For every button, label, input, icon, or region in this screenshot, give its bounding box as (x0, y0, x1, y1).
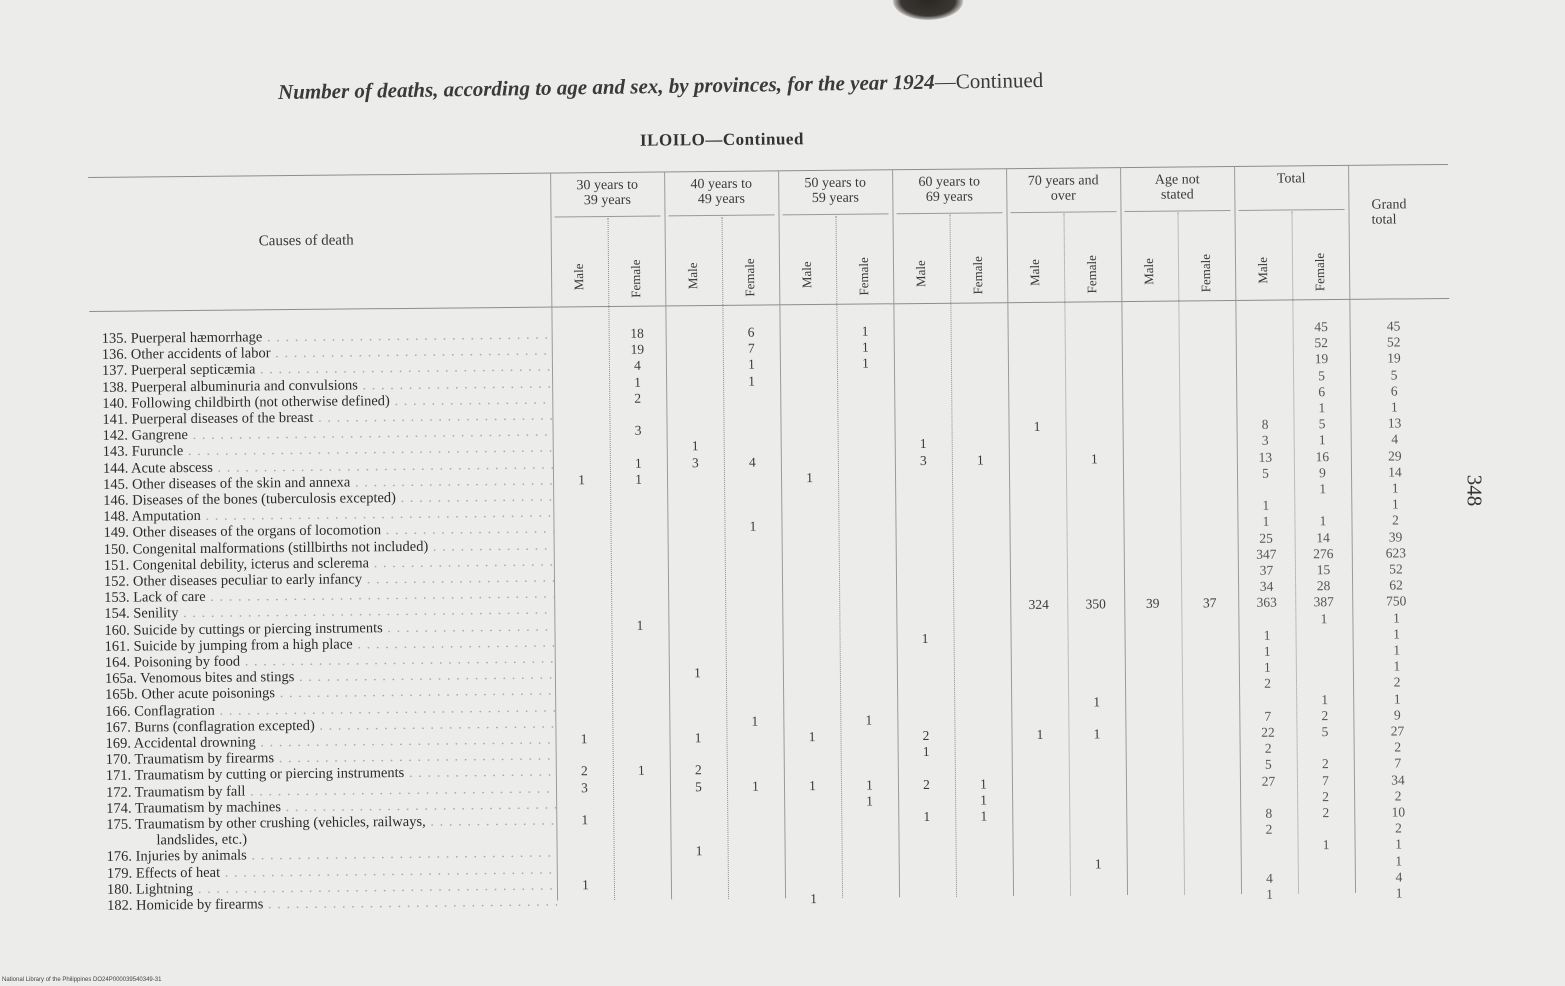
count-cell: 1 (806, 469, 813, 485)
count-cell: 13 (1258, 449, 1273, 465)
count-cell: 5 (1264, 757, 1272, 773)
cause-of-death: 149. Other diseases of the organs of locomotion . . . (103, 521, 553, 541)
count-cell: 1 (1321, 691, 1329, 707)
count-cell: 1 (810, 891, 818, 907)
count-cell: 1 (809, 777, 816, 793)
count-cell: 1 (922, 744, 930, 760)
paper-smudge (893, 0, 963, 20)
count-cell: 5 (1321, 724, 1329, 740)
grand-total-header-line2: total (1371, 212, 1397, 228)
count-cell: 1 (980, 808, 988, 824)
count-cell: 1 (749, 518, 757, 535)
age-group-label-line1: 70 years and (1027, 173, 1099, 189)
count-cell: 3 (634, 422, 642, 438)
cause-of-death: 152. Other diseases peculiar to early infancy . . . (104, 570, 554, 590)
count-cell: 3 (919, 452, 927, 468)
cause-of-death: 148. Amputation . . . (103, 505, 553, 525)
grand-total-cell: 45 (1386, 318, 1401, 334)
count-cell (1077, 726, 1117, 742)
count-cell: 1 (1263, 627, 1271, 643)
grand-total-cell: 1 (1393, 658, 1401, 674)
count-cell: 324 (1028, 597, 1049, 613)
count-cell: 1 (976, 452, 984, 468)
age-group-header (1234, 171, 1348, 187)
cause-of-death: 150. Congenital malformations (stillbirths not included) . . . (104, 537, 554, 557)
count-cell: 1 (1320, 610, 1328, 626)
cause-of-death: 135. Puerperal hæmorrhage . . . (102, 327, 552, 347)
count-cell: 1 (1033, 419, 1041, 435)
count-cell: 1 (866, 793, 874, 809)
count-cell: 1 (1319, 481, 1327, 497)
cause-of-death: 170. Traumatism by firearms . . . (106, 748, 556, 768)
age-group-label-line1: 50 years to (804, 175, 866, 192)
count-cell: 2 (1264, 740, 1272, 756)
page-title (278, 65, 1218, 105)
count-cell: 1 (1263, 643, 1271, 659)
cause-of-death: 175. Traumatism by other crushing (vehicles, railways, . . . (106, 813, 556, 833)
count-cell: 3 (1261, 433, 1269, 449)
female-column-header: Female (1311, 252, 1328, 292)
age-group-header (1006, 173, 1120, 204)
grand-total-cell: 1 (1391, 480, 1399, 496)
age-group-label-line2: 59 years (811, 190, 859, 207)
age-group-label-line2: 49 years (697, 191, 745, 208)
count-cell: 1 (919, 436, 927, 452)
count-cell: 28 (1316, 578, 1331, 594)
female-column-header: Female (627, 259, 644, 298)
count-cell: 1 (1318, 432, 1326, 448)
grand-total-cell: 2 (1393, 674, 1401, 690)
count-cell: 1 (1093, 693, 1101, 709)
count-cell: 1 (1266, 886, 1274, 902)
grand-total-cell: 4 (1395, 869, 1403, 885)
count-cell: 2 (1321, 707, 1329, 723)
count-cell: 2 (922, 727, 930, 744)
title-suffix: —Continued (934, 67, 1044, 94)
grand-total-cell: 2 (1392, 512, 1399, 528)
cause-of-death: 179. Effects of heat . . . (107, 861, 557, 881)
count-cell: 45 (1314, 319, 1328, 335)
count-cell: 18 (630, 325, 644, 341)
count-cell: 5 (1318, 367, 1326, 383)
grand-total-cell: 6 (1390, 383, 1398, 399)
cause-of-death: 164. Poisoning by food . . . (105, 651, 555, 671)
age-group-label-line1: Total (1276, 171, 1306, 187)
grand-total-header (1371, 197, 1406, 227)
age-group-header (1120, 172, 1234, 203)
count-cell: 2 (1322, 805, 1330, 821)
count-cell: 2 (580, 763, 588, 779)
grand-total-cell: 1 (1390, 399, 1398, 415)
male-column-header: Male (798, 261, 815, 289)
count-cell (1020, 727, 1060, 743)
age-group-label-line2: over (1050, 188, 1076, 204)
count-cell: 1 (1036, 726, 1044, 742)
count-cell: 1 (747, 356, 755, 373)
count-cell: 1 (1094, 855, 1102, 871)
count-cell: 22 (1261, 724, 1275, 740)
causes-header: Causes of death (258, 232, 354, 250)
cause-of-death: 172. Traumatism by fall . . . (106, 780, 556, 800)
count-cell: 5 (695, 778, 702, 794)
count-cell: 350 (1085, 596, 1106, 612)
count-cell: 1 (1318, 400, 1326, 416)
male-column-header: Male (1254, 256, 1271, 284)
count-cell: 1 (1263, 659, 1271, 675)
count-cell: 5 (1318, 416, 1326, 432)
age-group-label-line1: 40 years to (690, 176, 753, 193)
cause-of-death: 171. Traumatism by cutting or piercing instruments . . . (106, 764, 556, 784)
grand-total-cell: 34 (1391, 771, 1405, 788)
grand-total-cell: 52 (1386, 334, 1401, 350)
count-cell: 4 (634, 358, 641, 374)
count-cell: 1 (865, 712, 873, 728)
cause-of-death: 137. Puerperal septicæmia . . . (102, 359, 552, 379)
grand-total-cell: 1 (1393, 626, 1401, 642)
cause-of-death: 167. Burns (conflagration excepted) . . . (105, 715, 555, 735)
age-group-header (550, 177, 664, 208)
count-cell: 52 (1314, 335, 1329, 351)
grand-total-cell: 4 (1391, 431, 1399, 447)
count-cell: 7 (1264, 708, 1272, 724)
count-cell: 15 (1316, 562, 1331, 578)
grand-total-cell: 9 (1393, 707, 1401, 723)
cause-of-death: 144. Acute abscess . . . (103, 456, 553, 476)
count-cell: 6 (1318, 383, 1326, 399)
cause-of-death: 140. Following childbirth (not otherwise defined) . . . (102, 391, 552, 411)
cause-of-death: 160. Suicide by cuttings or piercing instruments . . . (104, 618, 554, 638)
cause-of-death: 182. Homicide by firearms . . . (107, 894, 557, 914)
grand-total-cell: 1 (1395, 853, 1403, 869)
count-cell: 1 (580, 731, 588, 747)
cause-of-death: 165b. Other acute poisonings . . . (105, 683, 555, 703)
male-column-header: Male (1140, 258, 1157, 285)
grand-total-cell: 39 (1388, 528, 1403, 545)
cause-of-death: 153. Lack of care . . . (104, 586, 554, 606)
female-column-header: Female (969, 256, 986, 295)
male-column-header: Male (684, 262, 701, 290)
count-cell: 27 (1261, 773, 1276, 789)
count-cell: 25 (1259, 530, 1273, 546)
age-group-header (892, 174, 1006, 205)
count-cell: 1 (695, 843, 703, 859)
count-cell: 3 (691, 454, 699, 470)
count-cell: 1 (980, 792, 988, 808)
count-cell: 1 (1319, 513, 1327, 529)
count-cell: 1 (578, 472, 585, 488)
grand-total-cell: 750 (1386, 593, 1407, 609)
count-cell: 9 (1319, 464, 1326, 480)
count-cell: 1 (1262, 497, 1270, 513)
count-cell: 1 (866, 777, 873, 793)
grand-total-cell: 1 (1393, 691, 1401, 707)
age-group-label-line1: Age not (1154, 172, 1200, 188)
grand-total-cell: 1 (1395, 885, 1403, 901)
count-cell: 1 (1262, 514, 1270, 530)
count-cell: 1 (1322, 837, 1330, 853)
count-cell: 4 (1265, 870, 1273, 886)
cause-of-death: 166. Conflagration . . . (105, 699, 555, 719)
count-cell: 1 (691, 438, 699, 454)
age-group-label-line2: stated (1160, 187, 1194, 203)
male-column-header: Male (912, 260, 929, 288)
count-cell: 14 (1316, 529, 1330, 545)
count-cell: 1 (581, 812, 589, 828)
grand-total-cell: 13 (1387, 415, 1402, 431)
count-cell: 6 (747, 324, 755, 340)
count-cell: 1 (637, 763, 645, 779)
age-group-label-line1: 30 years to (576, 177, 639, 194)
count-cell: 16 (1315, 448, 1330, 464)
count-cell: 1 (693, 665, 701, 681)
age-group-label-line2: 69 years (925, 189, 973, 205)
age-group-label-line1: 60 years to (918, 174, 980, 191)
count-cell: 276 (1313, 545, 1334, 562)
grand-total-cell: 62 (1389, 577, 1403, 593)
cause-of-death: 146. Diseases of the bones (tuberculosis excepted) . . . (103, 489, 553, 509)
count-cell: 4 (748, 454, 756, 470)
count-cell: 2 (1322, 788, 1330, 804)
title-main: Number of deaths, according to age and sex, by provinces, for the year 1924 (277, 69, 935, 104)
count-cell: 2 (923, 776, 930, 792)
count-cell: 1 (861, 355, 869, 371)
count-cell: 1 (752, 778, 759, 794)
count-cell: 1 (748, 373, 756, 389)
grand-total-cell: 1 (1392, 610, 1400, 626)
header-bottom-rule (89, 298, 1449, 312)
cause-of-death: 154. Senility . . . (104, 602, 554, 622)
grand-total-cell: 14 (1388, 464, 1402, 480)
count-cell: 3 (581, 779, 588, 795)
count-cell: 1 (636, 617, 644, 633)
count-cell: 8 (1265, 805, 1273, 821)
female-column-header: Female (1083, 255, 1100, 294)
count-cell: 37 (1202, 595, 1217, 611)
female-column-header: Female (855, 257, 872, 296)
cause-of-death: 141. Puerperal diseases of the breast . . . (102, 408, 552, 428)
count-cell: 1 (635, 471, 642, 487)
count-cell: 1 (581, 877, 589, 893)
count-cell: 1 (1090, 450, 1098, 466)
count-cell: 1 (861, 339, 869, 355)
count-cell: 1 (923, 808, 931, 825)
count-cell: 19 (1314, 351, 1329, 367)
female-column-header: Female (741, 258, 758, 297)
male-column-header: Male (1026, 259, 1043, 286)
count-cell: 1 (1093, 726, 1101, 742)
cause-of-death: 145. Other diseases of the skin and annexa . . . (103, 472, 553, 492)
count-cell: 1 (634, 455, 642, 471)
grand-total-cell: 10 (1391, 804, 1406, 820)
count-cell: 39 (1145, 596, 1160, 612)
page-number: 348 (1462, 474, 1487, 507)
count-cell: 7 (1322, 772, 1329, 788)
count-cell: 2 (1264, 676, 1271, 692)
count-cell: 1 (980, 775, 987, 792)
grand-total-cell: 52 (1389, 561, 1403, 577)
province-subtitle: ILOILO—Continued (639, 129, 804, 150)
female-column-header: Female (1197, 253, 1214, 293)
cause-of-death: 136. Other accidents of labor . . . (102, 343, 552, 363)
grand-total-cell: 2 (1394, 820, 1402, 836)
count-cell: 363 (1256, 594, 1277, 611)
cause-of-death: 176. Injuries by animals . . . (107, 845, 557, 865)
count-cell: 7 (747, 340, 755, 356)
grand-total-cell: 27 (1390, 723, 1405, 739)
cause-of-death: 151. Congenital debility, icterus and sclerema . . . (104, 553, 554, 573)
deaths-table (88, 152, 1455, 915)
age-group-header (778, 175, 892, 206)
count-cell: 1 (921, 630, 929, 646)
count-cell: 347 (1256, 546, 1277, 562)
cause-of-death: 165a. Venomous bites and stings . . . (105, 667, 555, 687)
count-cell: 34 (1259, 578, 1274, 594)
age-group-header (664, 176, 778, 207)
grand-total-cell: 2 (1394, 788, 1402, 804)
grand-total-cell: 1 (1395, 836, 1403, 852)
library-footer: National Library of the Philippines DO24P000039540349-31 (2, 977, 162, 983)
grand-total-cell: 19 (1387, 350, 1401, 366)
count-cell: 5 (1262, 465, 1269, 481)
grand-total-cell: 1 (1391, 496, 1399, 512)
count-cell: 1 (751, 713, 759, 729)
cause-of-death: 174. Traumatism by machines . . . (106, 796, 556, 816)
cause-of-death: 138. Puerperal albuminuria and convulsions . . . (102, 375, 552, 395)
count-cell: 2 (694, 762, 702, 778)
grand-total-cell: 29 (1388, 447, 1402, 464)
cause-of-death: 169. Accidental drowning . . . (105, 732, 555, 752)
count-cell: 8 (1261, 416, 1269, 432)
grand-total-cell: 1 (1393, 642, 1401, 658)
cause-of-death: 143. Furuncle . . . (103, 440, 553, 460)
count-cell: 37 (1259, 562, 1274, 578)
count-cell: 387 (1313, 594, 1334, 610)
count-cell: 2 (1321, 756, 1329, 772)
grand-total-cell: 2 (1394, 739, 1402, 755)
cause-of-death: landslides, etc.) (156, 831, 248, 849)
age-group-label-line2: 39 years (583, 192, 631, 209)
count-cell: 1 (861, 323, 869, 339)
cause-of-death: 161. Suicide by jumping from a high place . . . (105, 634, 555, 654)
grand-total-header-line1: Grand (1371, 197, 1407, 213)
grand-total-cell: 623 (1385, 545, 1406, 561)
count-cell: 19 (630, 341, 645, 357)
male-column-header: Male (570, 263, 587, 291)
count-cell: 2 (634, 390, 642, 406)
grand-total-cell: 5 (1390, 367, 1398, 383)
grand-total-cell: 7 (1394, 755, 1402, 771)
count-cell: 1 (634, 374, 642, 390)
cause-of-death: 142. Gangrene . . . (103, 424, 553, 444)
cause-of-death: 180. Lightning . . . (107, 877, 557, 897)
count-cell: 2 (1265, 821, 1273, 837)
